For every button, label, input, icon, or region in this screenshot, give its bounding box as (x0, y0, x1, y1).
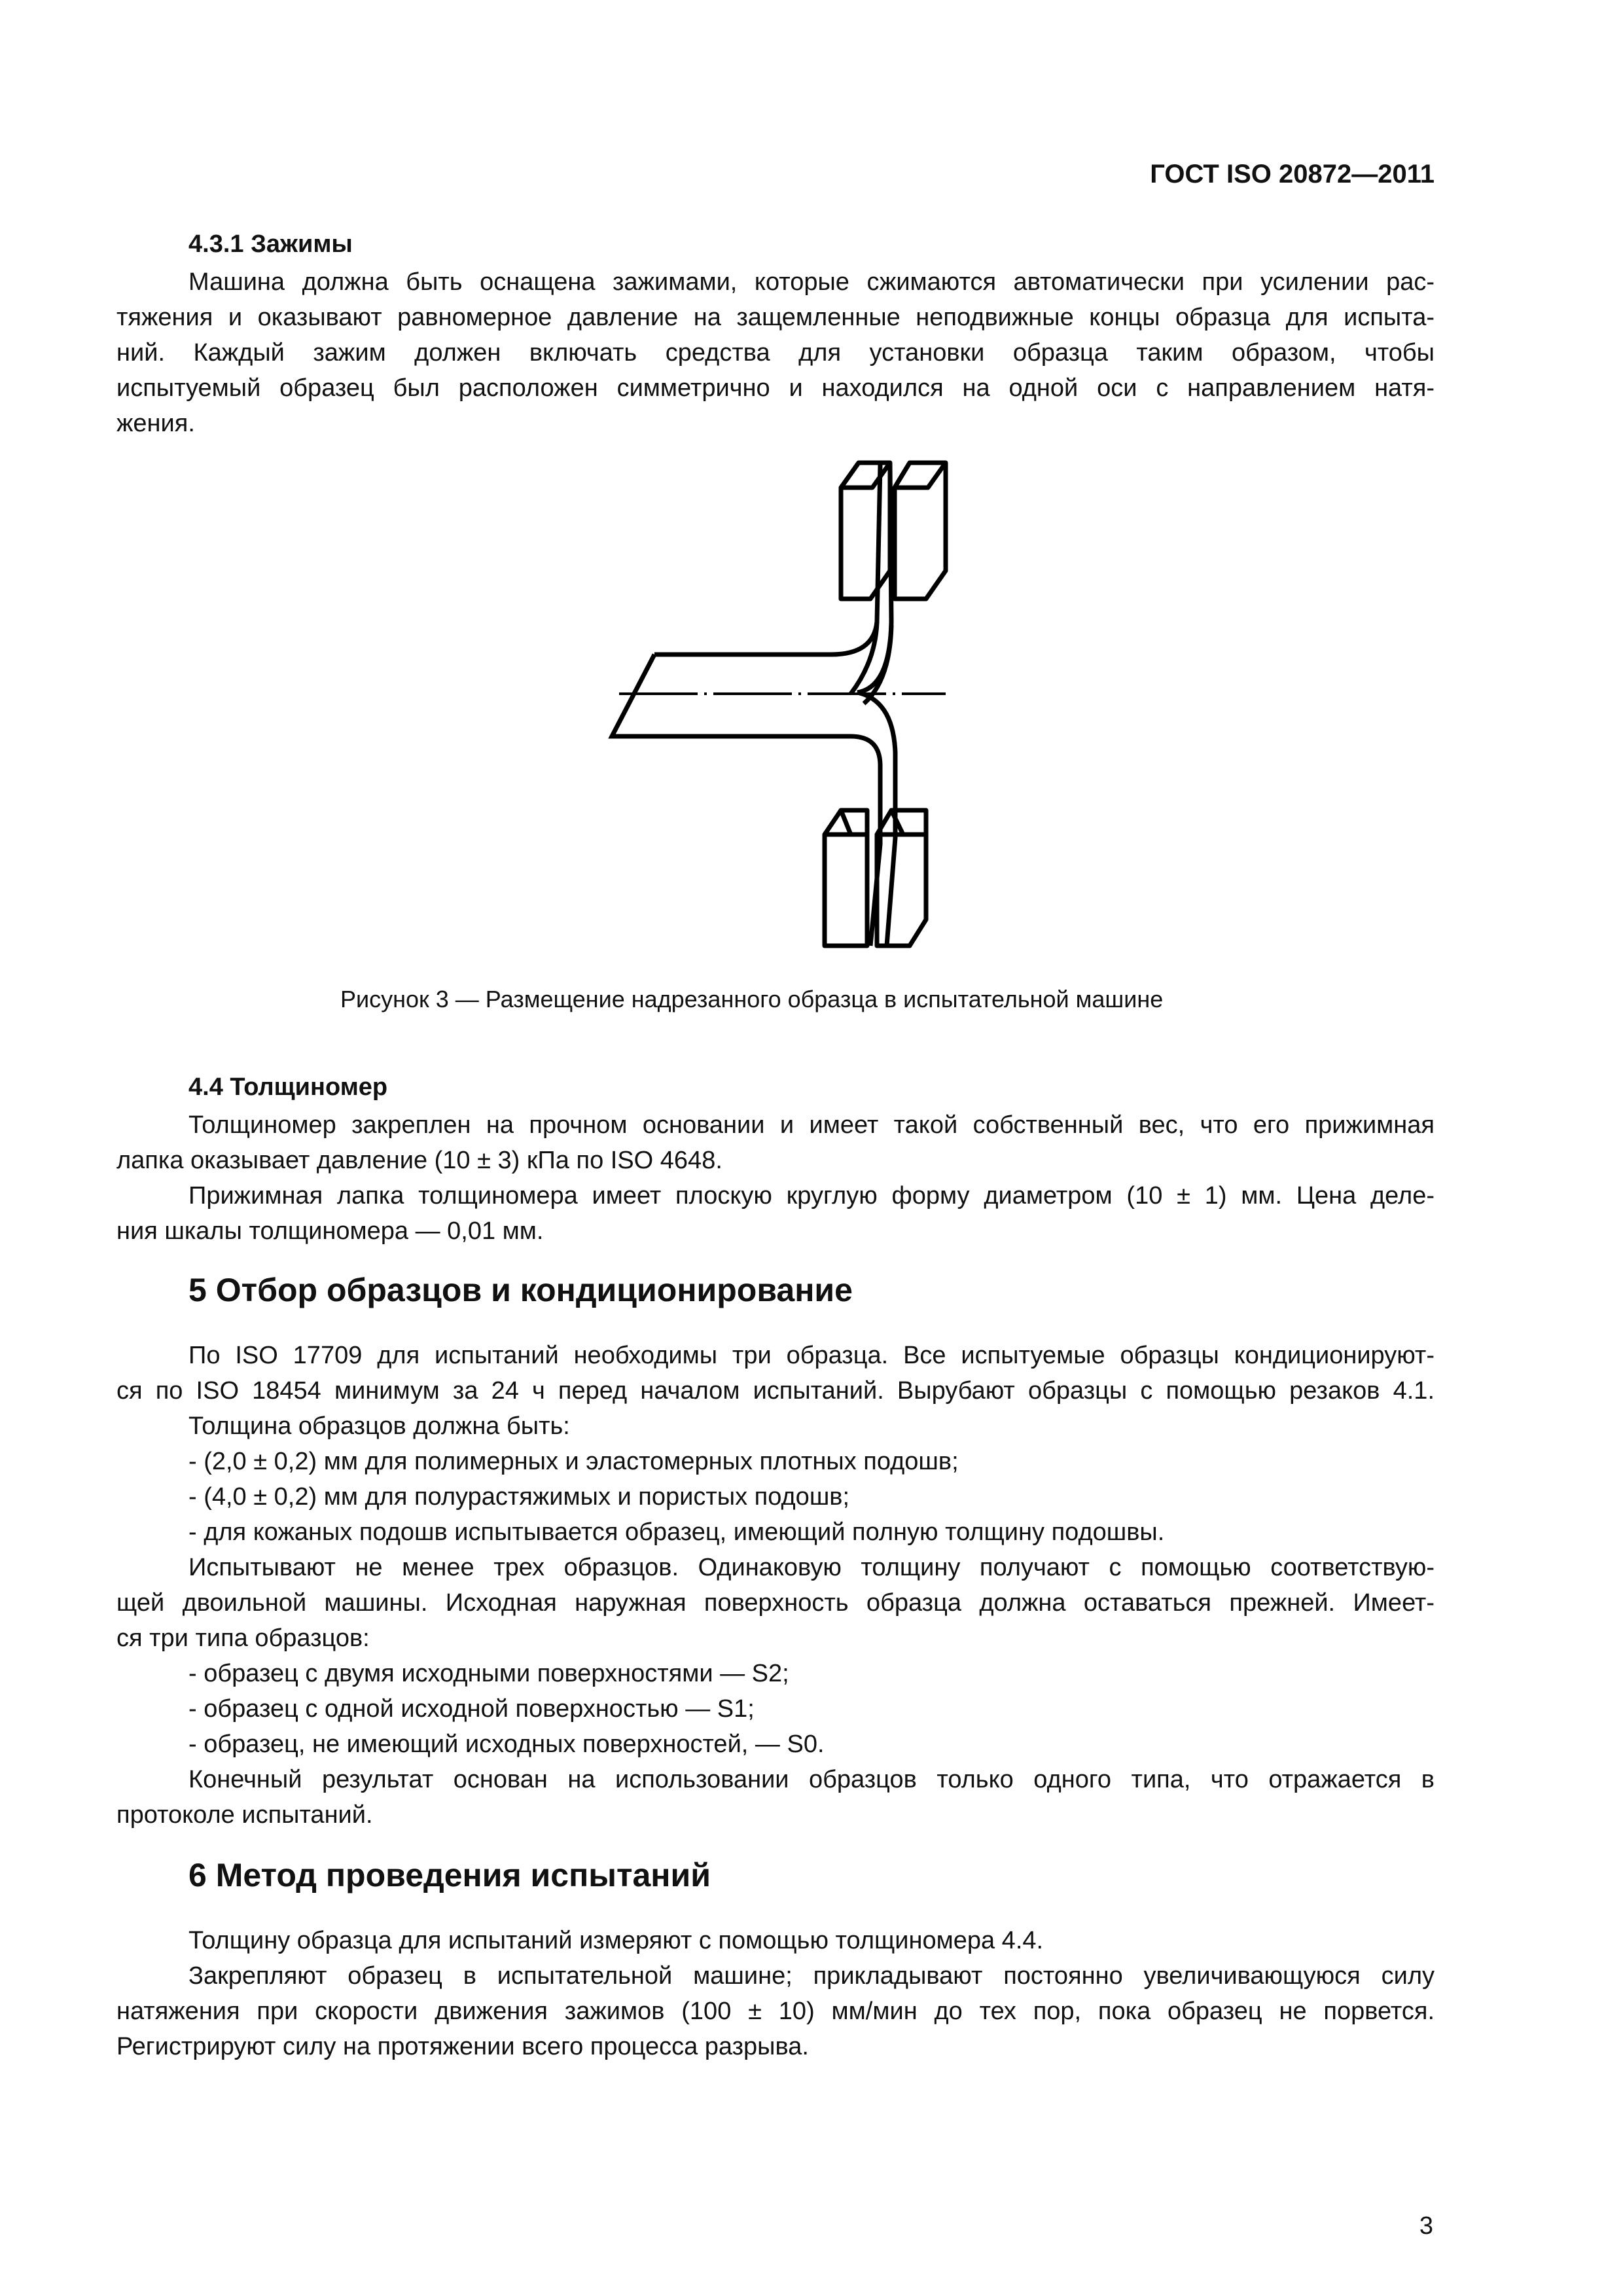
list-item: - (4,0 ± 0,2) мм для полурастяжимых и пористых подошв; (188, 1483, 850, 1511)
paragraph-line: Регистрируют силу на протяжении всего процесса разрыва. (116, 2033, 809, 2060)
paragraph-line: ся по ISO 18454 минимум за 24 ч перед началом испытаний. Вырубают образцы с помощью резаков 4.1. (116, 1377, 1435, 1405)
paragraph-line: ся три типа образцов: (116, 1624, 370, 1652)
paragraph-line: жения. (116, 410, 195, 437)
paragraph-line: Машина должна быть оснащена зажимами, которые сжимаются автоматически при усилении рас- (188, 268, 1435, 296)
paragraph-line: лапка оказывает давление (10 ± 3) кПа по ISO 4648. (116, 1147, 722, 1174)
paragraph-line: протоколе испытаний. (116, 1801, 373, 1829)
paragraph-line: ния шкалы толщиномера — 0,01 мм. (116, 1217, 544, 1245)
lower-clamp-left-jaw (825, 810, 867, 946)
document-id: ГОСТ ISO 20872—2011 (1150, 160, 1435, 188)
notched-specimen-figure (589, 445, 955, 956)
section-title-4-4: 4.4 Толщиномер (188, 1073, 388, 1101)
paragraph-line: тяжения и оказывают равномерное давление на защемленные неподвижные концы образца для испыта- (116, 304, 1435, 331)
paragraph-line: Закрепляют образец в испытательной машине; прикладывают постоянно увеличивающуюся силу (188, 1962, 1435, 1990)
paragraph-line: Конечный результат основан на использовании образцов только одного типа, что отражается в (188, 1766, 1435, 1793)
paragraph-line: Прижимная лапка толщиномера имеет плоскую круглую форму диаметром (10 ± 1) мм. Цена деле- (188, 1182, 1435, 1210)
paragraph-line: Толщина образцов должна быть: (188, 1412, 570, 1440)
paragraph-line: Толщину образца для испытаний измеряют с помощью толщиномера 4.4. (188, 1927, 1044, 1954)
upper-clamp-right-jaw (895, 463, 946, 599)
page-number: 3 (1419, 2212, 1433, 2240)
section-title-5: 5 Отбор образцов и кондиционирование (188, 1272, 853, 1308)
list-item: - (2,0 ± 0,2) мм для полимерных и эластомерных плотных подошв; (188, 1448, 959, 1475)
list-item: - образец, не имеющий исходных поверхностей, — S0. (188, 1731, 825, 1758)
upper-clamp-left-jaw (841, 463, 890, 599)
list-item: - для кожаных подошв испытывается образец, имеющий полную толщину подошвы. (188, 1518, 1165, 1546)
paragraph-line: натяжения при скорости движения зажимов (100 ± 10) мм/мин до тех пор, пока образец не порвется. (116, 1998, 1435, 2025)
section-title-6: 6 Метод проведения испытаний (188, 1857, 711, 1893)
paragraph-line: испытуемый образец был расположен симметрично и находился на одной оси с направлением натя- (116, 374, 1435, 402)
paragraph-line: Толщиномер закреплен на прочном основании и имеет такой собственный вес, что его прижимная (188, 1111, 1435, 1139)
figure-caption: Рисунок 3 — Размещение надрезанного образца в испытательной машине (340, 986, 1164, 1013)
paragraph-line: По ISO 17709 для испытаний необходимы три образца. Все испытуемые образцы кондиционируют- (188, 1342, 1435, 1369)
paragraph-line: ний. Каждый зажим должен включать средства для установки образца таким образом, чтобы (116, 339, 1435, 367)
paragraph-line: Испытывают не менее трех образцов. Одинаковую толщину получают с помощью соответствую- (188, 1554, 1435, 1581)
list-item: - образец с двумя исходными поверхностями — S2; (188, 1660, 789, 1687)
section-title-4-3-1: 4.3.1 Зажимы (188, 230, 353, 258)
list-item: - образец с одной исходной поверхностью — S1; (188, 1695, 755, 1723)
paragraph-line: щей двоильной машины. Исходная наружная поверхность образца должна оставаться прежней. Имеет- (116, 1589, 1435, 1617)
